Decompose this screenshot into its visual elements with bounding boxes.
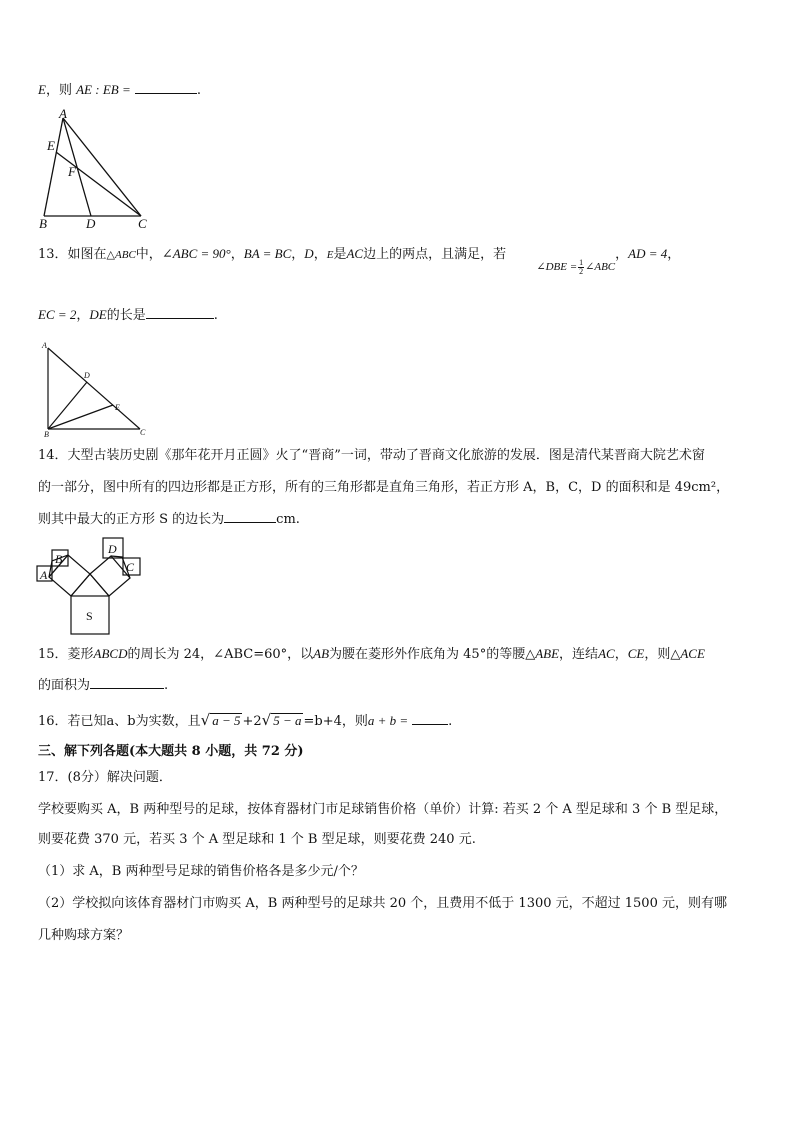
q12-point-e: E [38,82,46,97]
fig12-label-c: C [138,216,147,231]
q15-text: ，则△ [644,647,681,662]
q16-radicand-1: a − 5 [212,713,241,728]
q14-answer-blank[interactable] [224,510,276,523]
q14-squares-figure [34,536,146,636]
q13-triangle-figure [36,338,146,438]
q13-line-1 [38,244,681,276]
q15-rhombus: ABCD [93,646,128,661]
q13-sep: ， [313,247,327,262]
q15-ac: AC [598,646,615,661]
q13-ec: EC = 2 [38,307,77,322]
q13-condition-right: ∠ABC [585,261,616,273]
q12-end: . [196,83,202,98]
q15-sep: ， [614,647,628,662]
q15-line-2 [38,676,168,696]
fig14-label-s: S [86,609,93,623]
fig14-label-b: B [55,552,63,566]
q16-text: 16．若已知a、b为实数，且 [38,714,201,729]
q16-text: +2 [242,714,262,729]
q16-end: . [448,714,453,729]
fig13-label-c: C [140,428,146,437]
q13-text: 是 [333,247,347,262]
q16-text: =b+4，则 [303,714,368,729]
fig12-label-b: B [39,216,47,231]
q15-abe: ABE [535,646,560,661]
q17-paragraph-2: 则要花费 370 元，若买 3 个 A 型足球和 1 个 B 型足球，则要花费 240 元. [38,832,476,847]
q13-text: 中， [135,247,162,262]
q12-answer-line [38,80,201,101]
q13-end: . [213,308,218,323]
q13-fraction [578,259,584,276]
q13-number: 13．如图在 [38,247,107,262]
q17-sub-2-b: 几种购球方案？ [38,928,130,943]
q13-angle: ∠ABC = 90° [161,246,231,261]
q13-triangle: △ABC [106,249,136,261]
q13-sep: ， [230,247,244,262]
q15-answer-blank[interactable] [90,676,164,689]
q16-radicand-2: 5 − a [273,713,302,728]
fig13-label-e: E [115,403,120,412]
fig13-label-d: D [84,371,90,380]
q15-text: 为腰在菱形外作底角为 45°的等腰△ [329,647,536,662]
q16-line: 16．若已知a、b为实数，且√ a − 5 +2√ 5 − a =b+4，则a + b = . [38,711,453,729]
q14-text: 则其中最大的正方形 S 的边长为 [38,512,225,527]
fig14-label-d: D [108,542,117,556]
q12-answer-blank[interactable] [135,81,197,94]
q15-text: ，连结 [559,647,599,662]
q13-sep: ， [76,308,90,323]
q17-heading: 17．(8分）解决问题． [38,770,172,785]
fig14-label-c: C [126,560,135,574]
q15-text: 的周长为 24，∠ABC=60°，以 [127,647,314,662]
q16-expr: a + b = [367,713,409,728]
q13-text-tail: 的长是 [106,308,146,323]
q13-point-d: D [304,246,314,261]
q15-ace: ACE [680,646,705,661]
q13-text-rest: 边上的两点，且满足，若 [363,247,507,262]
q13-frac-num: 1 [579,257,584,267]
section-3-heading: 三、解下列各题(本大题共 8 小题，共 72 分) [38,744,304,759]
q13-sep: ， [667,247,681,262]
q14-line-1: 14．大型古装历史剧《那年花开月正圆》火了“晋商”一词，带动了晋商文化旅游的发展．图是清代某晋商大院艺术窗 [38,448,705,463]
q13-condition [536,257,616,276]
fig12-label-f: F [68,164,76,179]
q12-ratio-expr: AE : EB = [76,82,131,97]
q13-sep: ， [291,247,305,262]
q13-frac-den: 2 [579,266,584,276]
q13-answer-blank[interactable] [146,306,214,319]
q13-segment-ac: AC [346,246,364,261]
q12-text: ，则 [45,83,72,98]
q13-sep: ， [615,247,629,262]
q13-ad: AD = 4 [628,246,668,261]
q15-text: 的面积为 [38,678,91,693]
q17-paragraph-1: 学校要购买 A，B 两种型号的足球，按体育器材门市足球销售价格（单价）计算: 若买 2 个 A 型足球和 3 个 B 型足球， [38,802,728,817]
q13-point-e: E [326,249,334,261]
q13-condition-left: ∠DBE = [536,261,578,273]
q15-end: . [164,678,169,693]
q15-ce: CE [627,646,645,661]
fig13-label-a: A [42,341,47,350]
fig12-label-a: A [59,106,67,121]
q14-unit: cm. [276,512,300,527]
q13-line-2 [38,305,218,326]
q15-line-1 [38,644,705,665]
q16-answer-blank[interactable] [412,712,448,725]
q13-equal-sides: BA = BC [243,246,292,261]
q17-sub-2-a: （2）学校拟向该体育器材门市购买 A，B 两种型号的足球共 20 个，且费用不低于 1300 元，不超过 1500 元，则有哪 [38,896,727,911]
q15-ab: AB [313,646,330,661]
q14-line-2: 的一部分，图中所有的四边形都是正方形，所有的三角形都是直角三角形，若正方形 A，B，C，D 的面积和是 49cm²， [38,480,730,495]
fig12-label-d: D [86,216,96,231]
fig13-label-b: B [44,430,49,438]
q12-triangle-figure [30,106,160,232]
q17-sub-1: （1）求 A，B 两种型号足球的销售价格各是多少元/个？ [38,864,364,879]
q13-de: DE [89,307,107,322]
q14-line-3 [38,510,300,530]
q15-text: 15．菱形 [38,647,94,662]
fig14-label-a: A [40,568,48,582]
fig12-label-e: E [47,138,55,153]
